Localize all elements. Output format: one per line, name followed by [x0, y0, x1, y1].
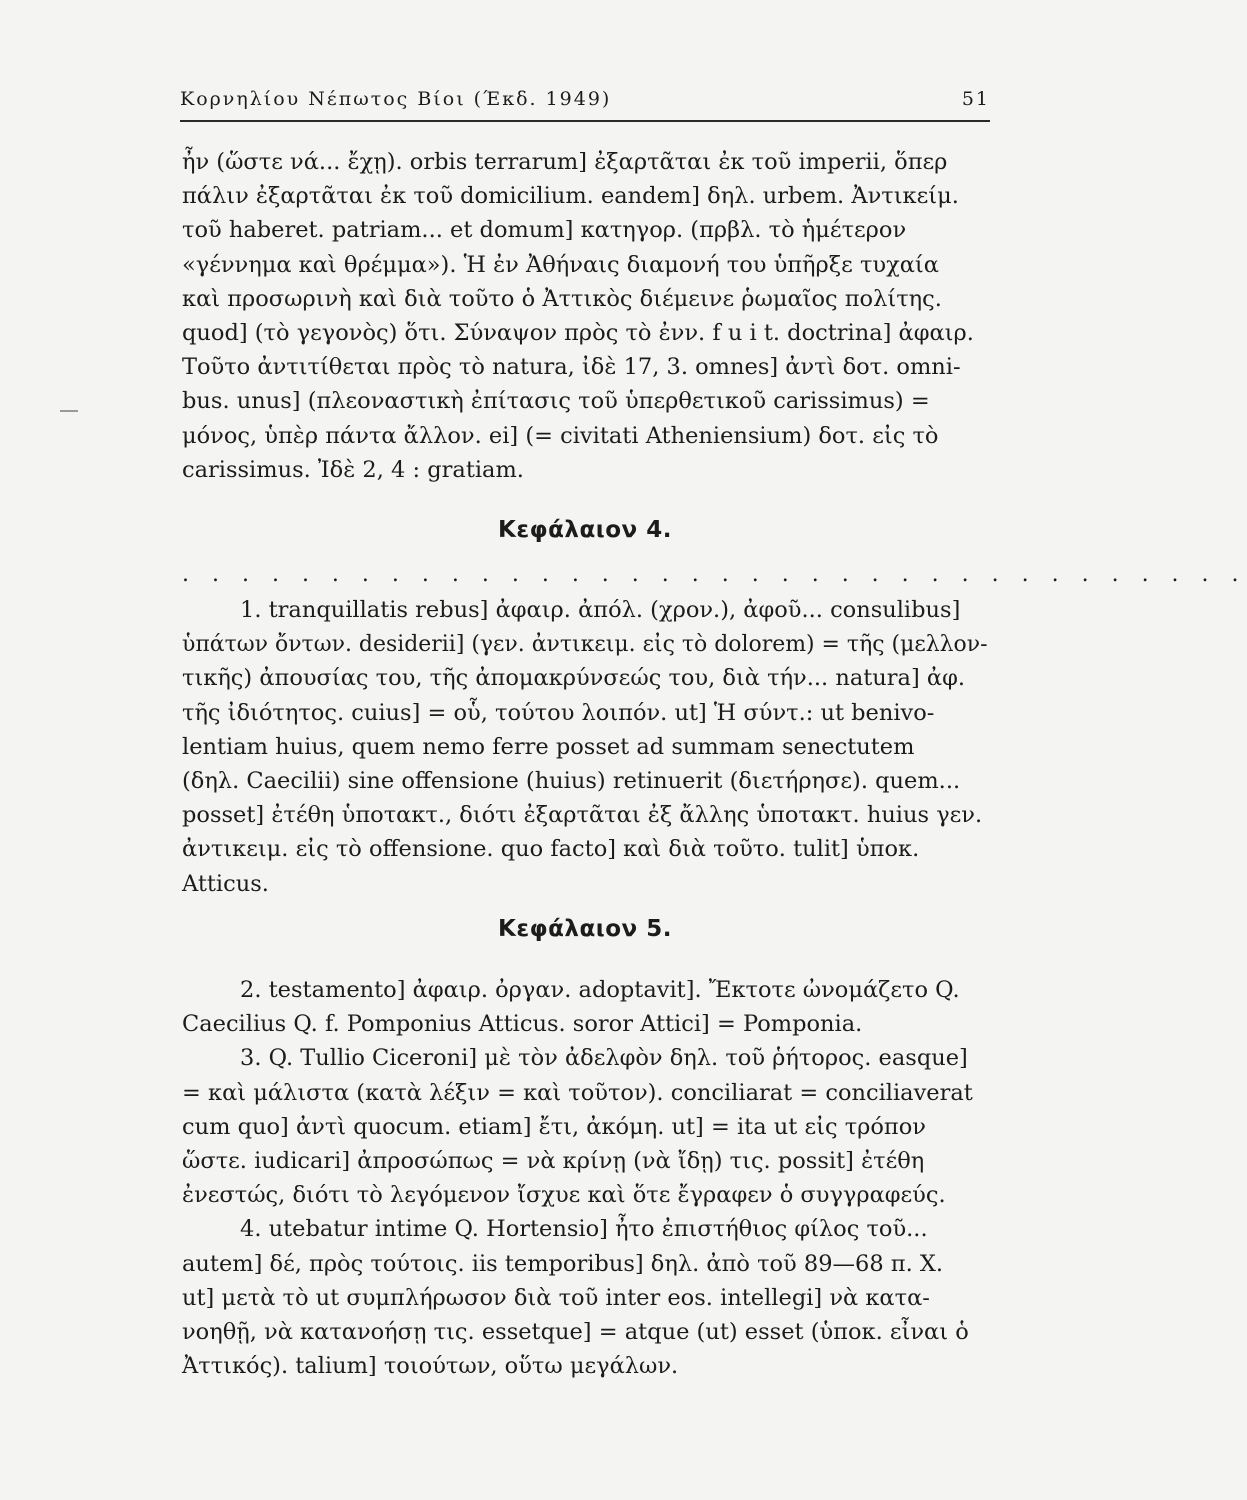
running-header	[180, 88, 990, 116]
commentary-block-chapter-5	[182, 973, 988, 1383]
margin-mark	[60, 410, 78, 412]
text-line: τῆς ἰδιότητος. cuius] = οὗ, τούτου λοιπόν. ut] Ἡ σύντ.: ut benivo-	[182, 699, 935, 726]
chapter-5-heading: Κεφάλαιον 5.	[498, 916, 672, 942]
text-line: 2. testamento] ἀφαιρ. ὀργαν. adoptavit]. Ἔκτοτε ὠνομάζετο Q.	[240, 977, 960, 1003]
commentary-block-1	[182, 145, 988, 487]
text-line: νοηθῇ, νὰ κατανοήσῃ τις. essetque] = atque (ut) esset (ὑποκ. εἶναι ὁ	[182, 1318, 969, 1345]
text-line: 3. Q. Tullio Ciceroni] μὲ τὸν ἀδελφὸν δηλ. τοῦ ῥήτορος. easque]	[240, 1045, 968, 1072]
text-line: autem] δέ, πρὸς τούτοις. iis temporibus] δηλ. ἀπὸ τοῦ 89—68 π. Χ.	[182, 1250, 944, 1277]
text-line: cum quo] ἀντὶ quocum. etiam] ἔτι, ἀκόμη. ut] = ita ut εἰς τρόπον	[182, 1113, 926, 1140]
page-number: 51	[961, 88, 990, 110]
text-line: ut] μετὰ τὸ ut συμπλήρωσον διὰ τοῦ inter eos. intellegi] νὰ κατα-	[182, 1284, 930, 1311]
ellipsis-row: . . . . . . . . . . . . . . . . . . . . . . . . . . . . . . . . . . . .	[182, 562, 1247, 587]
commentary-block-chapter-4	[182, 593, 988, 901]
text-line: τοῦ haberet. patriam... et domum] κατηγορ. (πρβλ. τὸ ἡμέτερον	[182, 217, 907, 244]
text-line: lentiam huius, quem nemo ferre posset ad summam senectutem	[182, 733, 915, 760]
text-line: bus. unus] (πλεοναστικὴ ἐπίτασις τοῦ ὑπερθετικοῦ carissimus) =	[182, 388, 930, 415]
text-line: μόνος, ὑπὲρ πάντα ἄλλον. ei] (= civitati Atheniensium) δοτ. εἰς τὸ	[182, 422, 939, 449]
text-line: ὑπάτων ὄντων. desiderii] (γεν. ἀντικειμ. εἰς τὸ dolorem) = τῆς (μελλον-	[182, 631, 988, 658]
text-line: «γέννημα καὶ θρέμμα»). Ἡ ἐν Ἀθήναις διαμονή του ὑπῆρξε τυχαία	[182, 251, 939, 278]
text-line: ἀντικειμ. εἰς τὸ offensione. quo facto] καὶ διὰ τοῦτο. tulit] ὑποκ.	[182, 836, 920, 863]
text-line: (δηλ. Caecilii) sine offensione (huius) retinuerit (διετήρησε). quem...	[182, 767, 961, 794]
text-line: 1. tranquillatis rebus] ἀφαιρ. ἀπόλ. (χρον.), ἀφοῦ... consulibus]	[240, 597, 961, 623]
text-line: ὥστε. iudicari] ἀπροσώπως = νὰ κρίνῃ (νὰ ἴδῃ) τις. possit] ἐτέθη	[182, 1147, 925, 1174]
text-line: quod] (τὸ γεγονὸς) ὅτι. Σύναψον πρὸς τὸ ἐνν. f u i t. doctrina] ἀφαιρ.	[182, 319, 974, 346]
text-line: καὶ προσωρινὴ καὶ διὰ τοῦτο ὁ Ἀττικὸς διέμεινε ῥωμαῖος πολίτης.	[182, 285, 942, 312]
text-line: πάλιν ἐξαρτᾶται ἐκ τοῦ domicilium. eandem] δηλ. urbem. Ἀντικείμ.	[182, 183, 959, 210]
header-rule	[180, 120, 990, 122]
chapter-4-heading: Κεφάλαιον 4.	[498, 517, 672, 543]
text-line: = καὶ μάλιστα (κατὰ λέξιν = καὶ τοῦτον). conciliarat = conciliaverat	[182, 1079, 973, 1106]
text-line: Atticus.	[182, 870, 269, 897]
text-line: 4. utebatur intime Q. Hortensio] ἦτο ἐπιστήθιος φίλος τοῦ...	[240, 1216, 928, 1243]
text-line: posset] ἐτέθη ὑποτακτ., διότι ἐξαρτᾶται ἐξ ἄλλης ὑποτακτ. huius γεν.	[182, 802, 983, 829]
text-line: ἦν (ὥστε νά... ἔχῃ). orbis terrarum] ἐξαρτᾶται ἐκ τοῦ imperii, ὅπερ	[182, 149, 948, 175]
text-line: τικῆς) ἀπουσίας του, τῆς ἀπομακρύνσεώς του, διὰ τήν... natura] ἀφ.	[182, 665, 965, 692]
text-line: ἐνεστώς, διότι τὸ λεγόμενον ἴσχυε καὶ ὅτε ἔγραφεν ὁ συγγραφεύς.	[182, 1182, 946, 1209]
text-line: carissimus. Ἰδὲ 2, 4 : gratiam.	[182, 456, 524, 483]
text-line: Τοῦτο ἀντιτίθεται πρὸς τὸ natura, ἰδὲ 17, 3. omnes] ἀντὶ δοτ. omni-	[182, 354, 961, 381]
text-line: Caecilius Q. f. Pomponius Atticus. soror Attici] = Pomponia.	[182, 1011, 863, 1038]
header-title: Κορνηλίου Νέπωτος Βίοι (Έκδ. 1949)	[180, 88, 612, 110]
text-line: Ἀττικός). talium] τοιούτων, οὕτω μεγάλων.	[182, 1353, 679, 1380]
